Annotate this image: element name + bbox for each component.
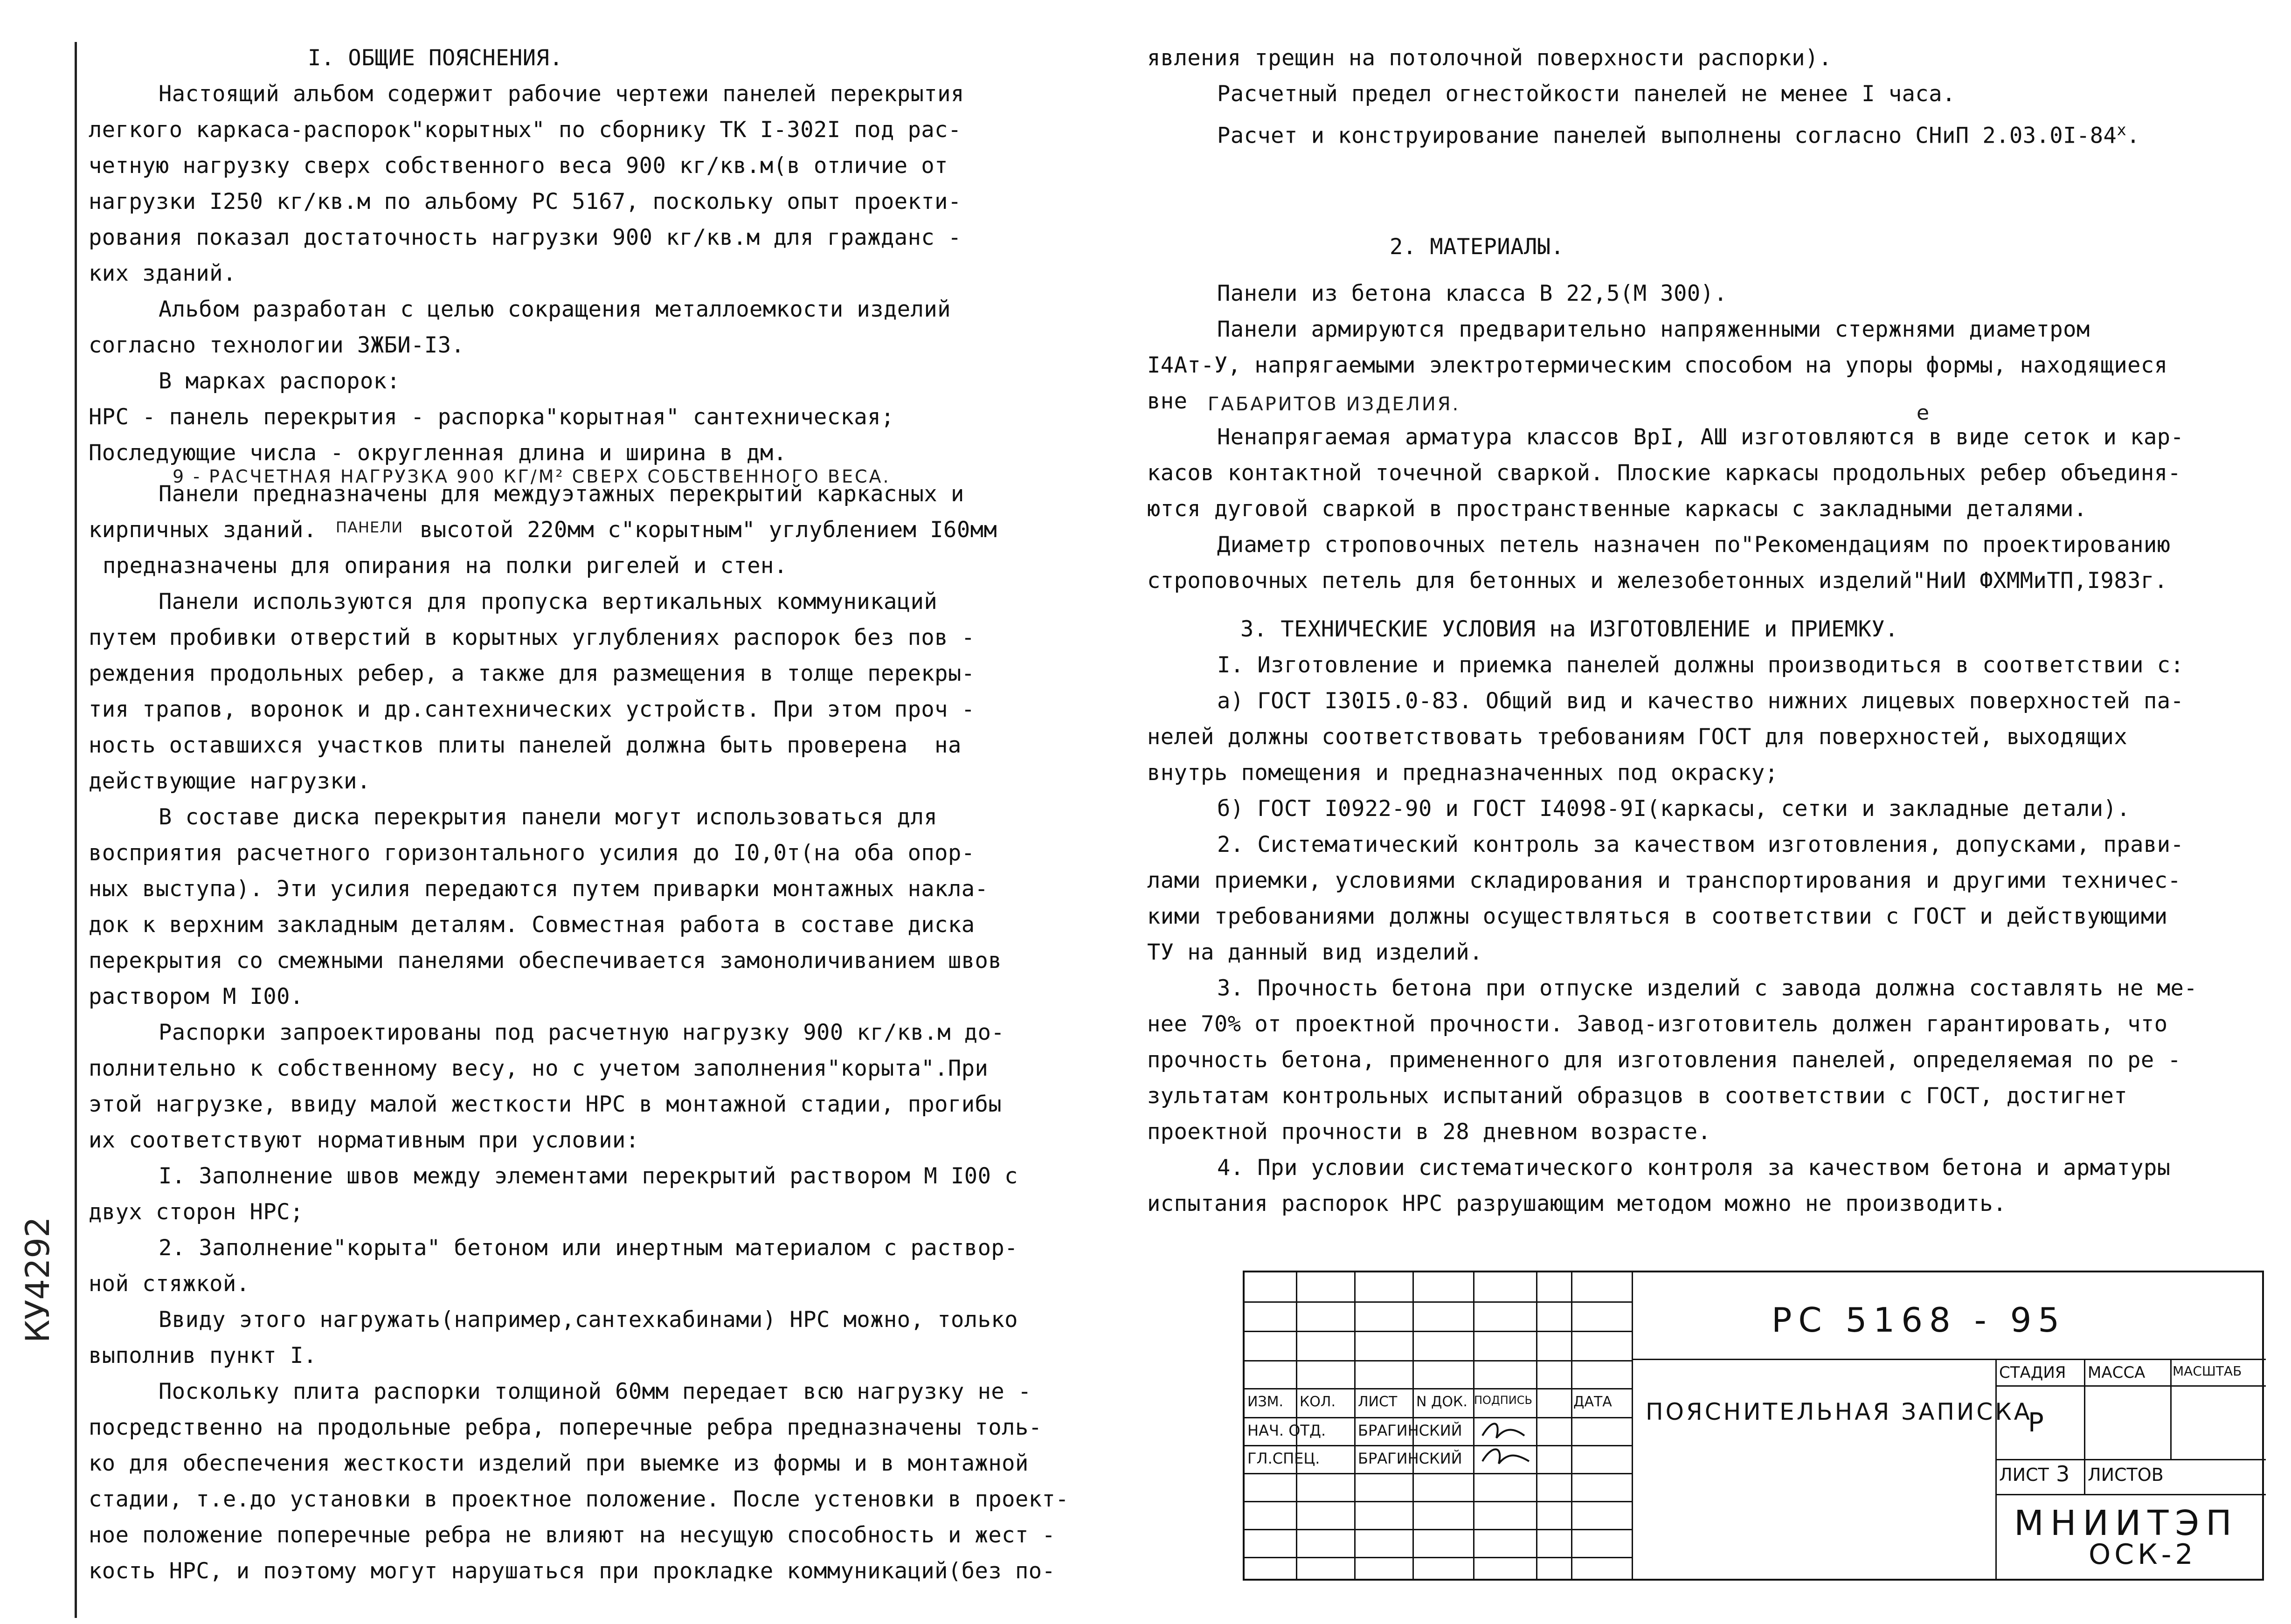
paragraph-line: раствором М I00. — [89, 984, 304, 1009]
paragraph-line: а) ГОСТ I30I5.0-83. Общий вид и качество нижних лицевых поверхностей па- — [1217, 688, 2184, 714]
paragraph-line: ность оставшихся участков плиты панелей должна быть проверена на — [89, 733, 962, 758]
handwritten-insert: 9 - РАСЧЕТНАЯ НАГРУЗКА 900 КГ/М² СВЕРХ СОБСТВЕННОГО ВЕСА. — [173, 466, 891, 487]
paragraph-line: 2. Заполнение"корыта" бетоном или инертным материалом с раствор- — [159, 1235, 1018, 1261]
paragraph-line: вне — [1147, 388, 1188, 414]
name-row2: БРАГИНСКИЙ — [1358, 1450, 1462, 1467]
paragraph-line: Панели армируются предварительно напряженными стержнями диаметром — [1217, 317, 2090, 342]
paragraph-line: высотой 220мм с"корытным" углублением I60мм — [420, 517, 997, 543]
paragraph-line: выполнив пункт I. — [89, 1343, 317, 1368]
paragraph-line: этой нагрузке, ввиду малой жесткости НРС в монтажной стадии, прогибы — [89, 1092, 1002, 1117]
sheet-number: 3 — [2056, 1461, 2070, 1486]
paragraph-line: восприятия расчетного горизонтального усилия до I0,0т(на оба опор- — [89, 840, 975, 866]
sheet-label: ЛИСТ — [1999, 1465, 2049, 1485]
paragraph-line: б) ГОСТ I0922-90 и ГОСТ I4098-9I(каркасы, сетки и закладные детали). — [1217, 796, 2131, 822]
col-header-data: ДАТА — [1573, 1394, 1612, 1410]
organization-subdivision: ОСК-2 — [2089, 1538, 2197, 1571]
handwritten-correction: е — [1917, 401, 1931, 425]
paragraph-line: 2. Систематический контроль за качеством изготовления, допусками, прави- — [1217, 832, 2184, 857]
paragraph-line: Ввиду этого нагружать(например,сантехкабинами) НРС можно, только — [159, 1307, 1018, 1333]
margin-rule — [75, 42, 77, 1618]
col-header-list: ЛИСТ — [1358, 1394, 1398, 1410]
paragraph-line: 3. Прочность бетона при отпуске изделий с завода должна составлять не ме- — [1217, 975, 2198, 1001]
stage-value: Р — [2028, 1408, 2044, 1438]
paragraph-line: ных выступа). Эти усилия передаются путем приварки монтажных наклa- — [89, 876, 989, 902]
paragraph-line: I4Ат-У, напрягаемыми электротермическим способом на упоры формы, находящиеся — [1147, 352, 2168, 378]
paragraph-line: нее 70% от проектной прочности. Завод-изготовитель должен гарантировать, что — [1147, 1011, 2168, 1037]
paragraph-line: кость НРС, и поэтому могут нарушаться при прокладке коммуникаций(без по- — [89, 1558, 1056, 1584]
paragraph-line: перекрытия со смежными панелями обеспечивается замоноличиванием швов — [89, 948, 1002, 974]
paragraph-line: согласно технологии ЗЖБИ-I3. — [89, 332, 465, 358]
paragraph-line: лами приемки, условиями складирования и транспортирования и другими техничес- — [1147, 868, 2181, 893]
section-1-heading: I. ОБЩИЕ ПОЯСНЕНИЯ. — [308, 45, 563, 71]
paragraph-line: ное положение поперечные ребра не влияют на несущую способность и жест - — [89, 1522, 1056, 1548]
paragraph-line: стадии, т.е.до установки в проектное положение. После устеновки в проект- — [89, 1486, 1069, 1512]
paragraph-line: прочность бетона, примененного для изготовления панелей, определяемая по ре - — [1147, 1047, 2181, 1073]
paragraph-line: НРС - панель перекрытия - распорка"корытная" сантехническая; — [89, 404, 894, 430]
col-header-podpis: ПОДПИСЬ — [1474, 1394, 1532, 1407]
paragraph-line: посредственно на продольные ребра, поперечные ребра предназначены толь- — [89, 1415, 1042, 1440]
margin-handwritten-note: КУ4292 — [19, 1216, 57, 1343]
paragraph-line: действующие нагрузки. — [89, 768, 371, 794]
snip-reference: Расчет и конструирование панелей выполнены согласно СНиП 2.03.0I-84 — [1217, 123, 2117, 149]
organization-name: МНИИТЭП — [2014, 1503, 2238, 1543]
role-gl-spec: ГЛ.СПЕЦ. — [1247, 1450, 1320, 1467]
handwritten-gabarity: ГАБАРИТОВ ИЗДЕЛИЯ. — [1208, 394, 1460, 415]
paragraph-line: Распорки запроектированы под расчетную нагрузку 900 кг/кв.м до- — [159, 1020, 1005, 1045]
paragraph-line: Альбом разработан с целью сокращения металлоемкости изделий — [159, 297, 951, 322]
paragraph-line: ной стяжкой. — [89, 1271, 250, 1297]
paragraph-line: док к верхним закладным деталям. Совместная работа в составе диска — [89, 912, 975, 938]
mass-label: МАССА — [2088, 1363, 2146, 1382]
title-block — [1243, 1271, 2264, 1581]
sheets-label: ЛИСТОВ — [2088, 1465, 2164, 1485]
paragraph-line: явления трещин на потолочной поверхности распорки). — [1147, 45, 1832, 71]
col-header-kol: КОЛ. — [1300, 1394, 1336, 1410]
role-nach-otd: НАЧ. ОТД. — [1247, 1422, 1326, 1439]
document-code: РС 5168 - 95 — [1772, 1300, 2066, 1340]
paragraph-line: В марках распорок: — [159, 368, 401, 394]
paragraph-line: двух сторон НРС; — [89, 1199, 304, 1225]
paragraph-line: полнительно к собственному весу, но с учетом заполнения"корыта".При — [89, 1056, 989, 1081]
paragraph-line: легкого каркаса-распорок"корытных" по сборнику ТК I-302I под рас- — [89, 117, 962, 143]
paragraph-line: внутрь помещения и предназначенных под окраску; — [1147, 760, 1779, 786]
paragraph-line: предназначены для опирания на полки ригелей и стен. — [103, 553, 788, 579]
paragraph-line: Ненапрягаемая арматура классов ВрI, АШ изготовляются в виде сеток и кар- — [1217, 424, 2184, 450]
col-header-izm: ИЗМ. — [1247, 1394, 1284, 1410]
paragraph-line: зультатам контрольных испытаний образцов в соответствии с ГОСТ, достигнет — [1147, 1083, 2128, 1109]
paragraph-line: испытания распорок НРС разрушающим методом можно не производить. — [1147, 1191, 2007, 1216]
paragraph-line: кими требованиями должны осуществляться в соответствии с ГОСТ и действующими — [1147, 904, 2168, 929]
paragraph-line: Настоящий альбом содержит рабочие чертежи панелей перекрытия — [159, 81, 964, 107]
section-3-heading: 3. ТЕХНИЧЕСКИЕ УСЛОВИЯ на ИЗГОТОВЛЕНИЕ и ПРИЕМКУ. — [1240, 616, 1899, 642]
col-header-ndok: N ДОК. — [1416, 1394, 1467, 1410]
paragraph-line: проектной прочности в 28 дневном возрасте. — [1147, 1119, 1711, 1145]
paragraph-line: нелей должны соответствовать требованиям ГОСТ для поверхностей, выходящих — [1147, 724, 2128, 750]
paragraph-line: 4. При условии систематического контроля за качеством бетона и арматуры — [1217, 1155, 2171, 1181]
name-row1: БРАГИНСКИЙ — [1358, 1422, 1462, 1439]
superscript-mark: х — [2117, 121, 2127, 139]
paragraph-line: Диаметр строповочных петель назначен по"Рекомендациям по проектированию — [1217, 532, 2171, 558]
paragraph-line: ются дуговой сваркой в пространственные каркасы с закладными деталями. — [1147, 496, 2087, 522]
scale-label: МАСШТАБ — [2173, 1363, 2242, 1379]
paragraph-line: Последующие числа - округленная длина и ширина в дм. — [89, 440, 787, 466]
paragraph-line: Поскольку плита распорки толщиной 60мм передает всю нагрузку не - — [159, 1379, 1031, 1404]
paragraph-line: их соответствуют нормативным при условии: — [89, 1127, 639, 1153]
paragraph-line: четную нагрузку сверх собственного веса 900 кг/кв.м(в отличие от — [89, 153, 948, 179]
paragraph-line: путем пробивки отверстий в корытных углублениях распорок без пов - — [89, 625, 975, 650]
paragraph-line — [1217, 116, 2140, 150]
paragraph-line: В составе диска перекрытия панели могут использоваться для — [159, 804, 938, 830]
handwritten-panels: ПАНЕЛИ — [336, 518, 403, 536]
document-title: ПОЯСНИТЕЛЬНАЯ ЗАПИСКА — [1646, 1398, 2032, 1425]
paragraph-line: ТУ на данный вид изделий. — [1147, 940, 1483, 965]
paragraph-line: нагрузки I250 кг/кв.м по альбому РС 5167, поскольку опыт проекти- — [89, 189, 962, 214]
paragraph-line: ко для обеспечения жесткости изделий при выемке из формы и в монтажной — [89, 1451, 1029, 1476]
paragraph-line: I. Изготовление и приемка панелей должны производиться в соответствии с: — [1217, 652, 2184, 678]
section-2-heading: 2. МАТЕРИАЛЫ. — [1390, 234, 1564, 260]
paragraph-line: Панели из бетона класса В 22,5(М 300). — [1217, 281, 1728, 306]
stage-label: СТАДИЯ — [1999, 1363, 2066, 1382]
paragraph-line: кирпичных зданий. — [89, 517, 317, 543]
paragraph-line: I. Заполнение швов между элементами перекрытий раствором М I00 с — [159, 1163, 1018, 1189]
paragraph-line: Расчетный предел огнестойкости панелей не менее I часа. — [1217, 81, 1956, 107]
paragraph-line: Панели используются для пропуска вертикальных коммуникаций — [159, 589, 938, 615]
paragraph-line: Панели предназначены для междуэтажных перекрытий каркасных и — [159, 481, 964, 507]
paragraph-line: касов контактной точечной сваркой. Плоские каркасы продольных ребер объединя- — [1147, 460, 2181, 486]
paragraph-line: рования показал достаточность нагрузки 900 кг/кв.м для гражданс - — [89, 225, 962, 250]
signature-icon — [1478, 1417, 1534, 1468]
paragraph-line: ких зданий. — [89, 261, 236, 286]
paragraph-line: реждения продольных ребер, а также для размещения в толще перекры- — [89, 661, 975, 686]
end-period: . — [2126, 123, 2140, 149]
paragraph-line: строповочных петель для бетонных и железобетонных изделий"НиИ ФХММиТП,I983г. — [1147, 568, 2168, 594]
paragraph-line: тия трапов, воронок и др.сантехнических устройств. При этом проч - — [89, 697, 975, 722]
